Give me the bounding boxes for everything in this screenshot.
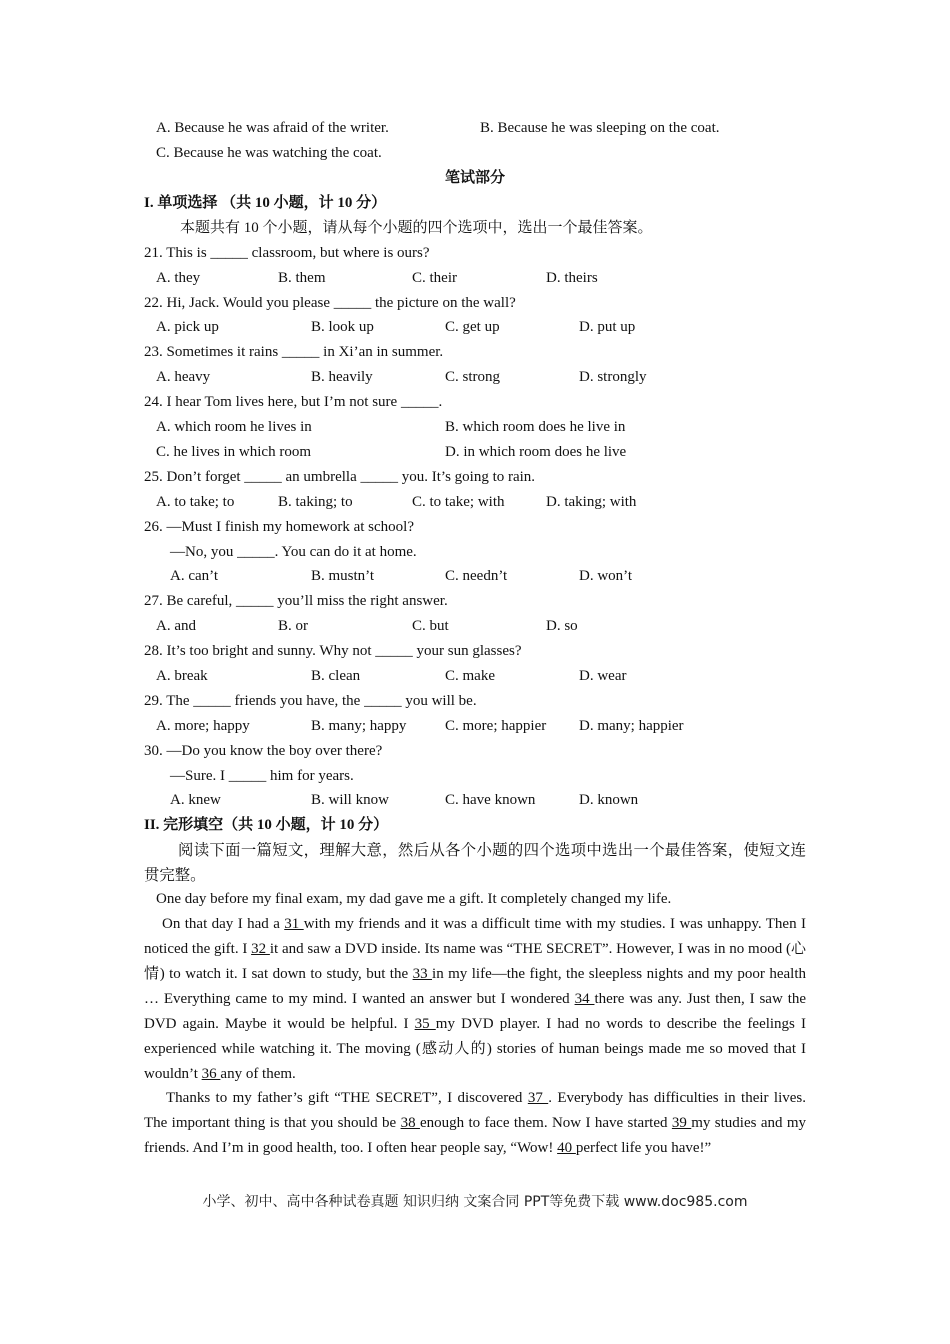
blank-39: 39 — [671, 1115, 692, 1131]
q24-option-a: A. which room he lives in — [156, 419, 312, 435]
q28-option-b: B. clean — [311, 668, 361, 684]
page-footer: 小学、初中、高中各种试卷真题 知识归纳 文案合同 PPT等免费下载 www.doc985.com — [202, 1194, 748, 1210]
blank-33: 33 — [412, 966, 433, 982]
part2-instruction: 阅读下面一篇短文，理解大意，然后从各个小题的四个选项中选出一个最佳答案，使短文连贯完整。 — [144, 842, 806, 884]
question-29: 29. The _____ friends you have, the _____ you will be. — [144, 693, 477, 709]
q23-option-d: D. strongly — [579, 369, 647, 385]
passage-paragraph-3: Thanks to my father’s gift “THE SECRET”, I discovered 37 . Everybody has difficulties in their lives. The important thing is that you should be 38 enough to face them. Now I have started 39 my studies and my friends. And I’m in good health, too. I often hear people say, “Wow! 40 perfect life you have!” — [144, 1090, 807, 1156]
q26-option-d: D. won’t — [579, 568, 633, 584]
q26-option-b: B. mustn’t — [311, 568, 375, 584]
q24-option-b: B. which room does he live in — [445, 419, 626, 435]
question-30: 30. —Do you know the boy over there? — [144, 743, 383, 759]
prev-option-c: C. Because he was watching the coat. — [156, 145, 382, 161]
q30-option-a: A. knew — [170, 792, 221, 808]
blank-40: 40 — [557, 1140, 576, 1156]
q22-option-d: D. put up — [579, 319, 636, 335]
part2-heading: II. 完形填空（共 10 小题，计 10 分） — [144, 817, 389, 833]
q23-option-c: C. strong — [445, 369, 501, 385]
q22-option-a: A. pick up — [156, 319, 219, 335]
question-26-reply: —No, you _____. You can do it at home. — [170, 544, 417, 560]
question-27: 27. Be careful, _____ you’ll miss the right answer. — [144, 593, 448, 609]
q21-option-a: A. they — [156, 270, 201, 286]
q24-option-c: C. he lives in which room — [156, 444, 311, 460]
question-24: 24. I hear Tom lives here, but I’m not sure _____. — [144, 394, 443, 410]
blank-37: 37 — [527, 1090, 549, 1106]
q25-option-b: B. taking; to — [278, 494, 353, 510]
question-23: 23. Sometimes it rains _____ in Xi’an in summer. — [144, 344, 444, 360]
question-30-reply: —Sure. I _____ him for years. — [170, 768, 354, 784]
blank-36: 36 — [201, 1066, 221, 1082]
section-title: 笔试部分 — [444, 170, 505, 186]
blank-35: 35 — [414, 1016, 436, 1032]
q24-option-d: D. in which room does he live — [445, 444, 627, 460]
q29-option-b: B. many; happy — [311, 718, 407, 734]
prev-option-a: A. Because he was afraid of the writer. — [156, 120, 389, 136]
q30-option-b: B. will know — [311, 792, 389, 808]
q27-option-b: B. or — [278, 618, 308, 634]
q29-option-d: D. many; happier — [579, 718, 684, 734]
q29-option-c: C. more; happier — [445, 718, 547, 734]
q21-option-c: C. their — [412, 270, 457, 286]
q21-option-d: D. theirs — [546, 270, 598, 286]
passage-paragraph-1: One day before my final exam, my dad gave me a gift. It completely changed my life. — [156, 891, 672, 907]
q28-option-c: C. make — [445, 668, 495, 684]
question-22: 22. Hi, Jack. Would you please _____ the picture on the wall? — [144, 295, 516, 311]
part1-heading: I. 单项选择 （共 10 小题，计 10 分） — [144, 195, 387, 211]
q22-option-b: B. look up — [311, 319, 374, 335]
q22-option-c: C. get up — [445, 319, 500, 335]
question-26: 26. —Must I finish my homework at school? — [144, 519, 414, 535]
prev-option-b: B. Because he was sleeping on the coat. — [480, 120, 720, 136]
question-28: 28. It’s too bright and sunny. Why not _____ your sun glasses? — [144, 643, 522, 659]
blank-38: 38 — [400, 1115, 420, 1131]
q25-option-a: A. to take; to — [156, 494, 235, 510]
q26-option-c: C. needn’t — [445, 568, 508, 584]
blank-32: 32 — [251, 941, 270, 957]
q27-option-c: C. but — [412, 618, 449, 634]
passage-paragraph-2: On that day I had a 31 with my friends and it was a difficult time with my studies. I was unhappy. Then I noticed the gift. I 32 it and saw a DVD inside. Its name was “THE SECRET”. However, I was in no mood (心情) to watch it. I sat down to study, but the 33 in my life—the fight, the sleepless nights and my poor health … Everything came to my mind. I wanted an answer but I wondered 34 there was any. Just then, I saw the DVD again. Maybe it would be helpful. I 35 my DVD player. I had no words to describe the feelings I experienced while watching it. The moving (感动人的) stories of human beings made me so moved that I wouldn’t 36 any of them. — [144, 916, 807, 1082]
question-25: 25. Don’t forget _____ an umbrella _____ you. It’s going to rain. — [144, 469, 536, 485]
q21-option-b: B. them — [278, 270, 326, 286]
q29-option-a: A. more; happy — [156, 718, 250, 734]
q30-option-d: D. known — [579, 792, 639, 808]
q27-option-d: D. so — [546, 618, 578, 634]
q27-option-a: A. and — [156, 618, 196, 634]
q23-option-a: A. heavy — [156, 369, 211, 385]
q23-option-b: B. heavily — [311, 369, 373, 385]
part1-instruction: 本题共有 10 个小题，请从每个小题的四个选项中，选出一个最佳答案。 — [180, 220, 653, 236]
q28-option-a: A. break — [156, 668, 208, 684]
q26-option-a: A. can’t — [170, 568, 219, 584]
blank-31: 31 — [284, 916, 304, 932]
q25-option-d: D. taking; with — [546, 494, 637, 510]
q25-option-c: C. to take; with — [412, 494, 505, 510]
q30-option-c: C. have known — [445, 792, 536, 808]
q28-option-d: D. wear — [579, 668, 627, 684]
blank-34: 34 — [574, 991, 595, 1007]
question-21: 21. This is _____ classroom, but where is ours? — [144, 245, 430, 261]
